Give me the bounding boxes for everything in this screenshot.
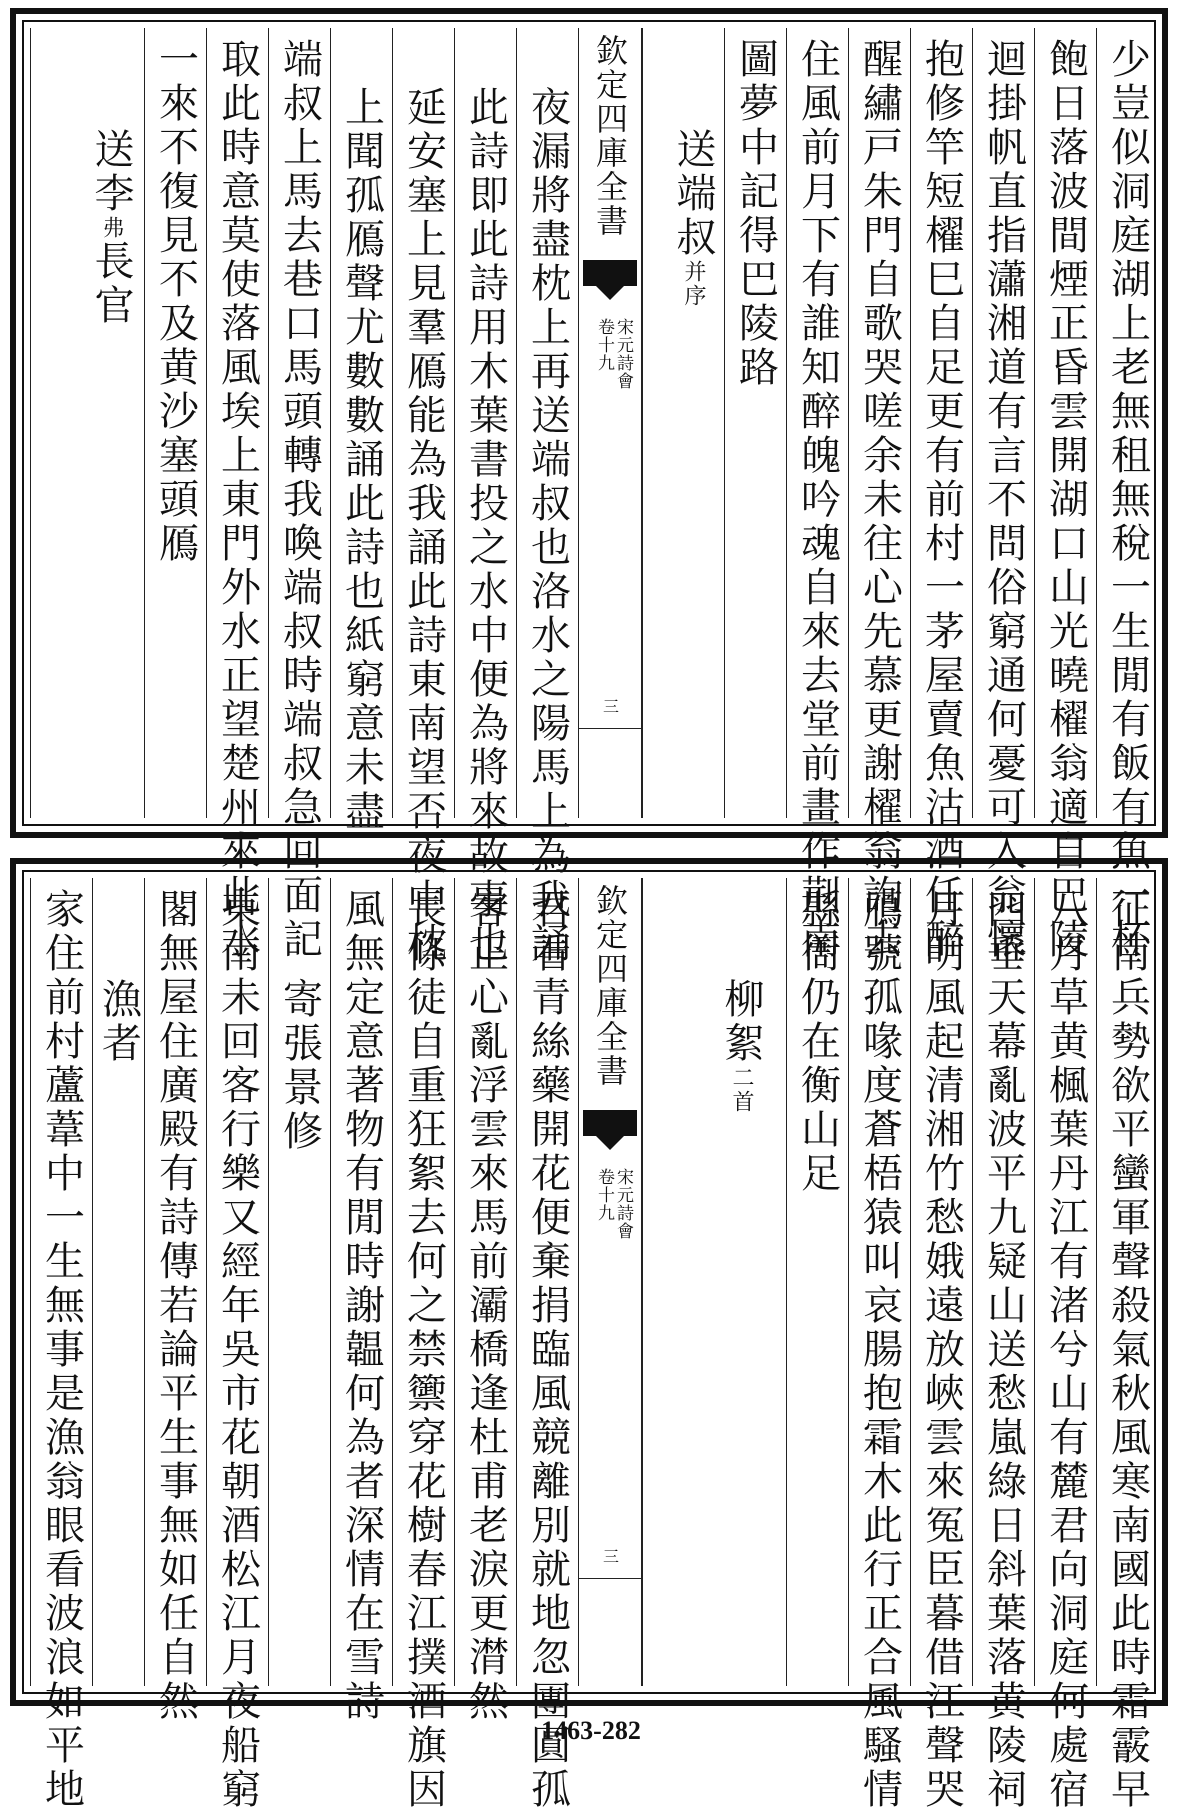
text-column bbox=[642, 28, 724, 818]
fold-title: 欽定四庫全書 bbox=[591, 884, 629, 1088]
text-column bbox=[144, 878, 206, 1724]
column-text: 抱修竿短櫂巳自足更有前村一茅屋賣魚沽酒任醉 bbox=[918, 38, 965, 962]
column-text: 家住前村蘆葦中一生無事是漁翁眼看波浪如平地 bbox=[38, 888, 85, 1812]
fold-collection: 宋元詩會 bbox=[613, 318, 633, 390]
text-column bbox=[330, 878, 392, 1724]
column-text: 漁者 bbox=[95, 978, 142, 1066]
text-column bbox=[516, 878, 578, 1812]
text-column bbox=[454, 878, 516, 1724]
column-text: 迴掛帆直指瀟湘道有言不問俗窮通何憂可入翁懷 bbox=[980, 38, 1027, 962]
text-column bbox=[786, 28, 848, 962]
title-note: 弗 bbox=[99, 216, 124, 240]
column-text: 縣衙仍在衡山足 bbox=[794, 888, 841, 1196]
text-column bbox=[972, 28, 1034, 962]
column-text: 少豈似洞庭湖上老無租無稅一生閒有飯有魚一杯 bbox=[1104, 38, 1151, 962]
text-column bbox=[1034, 28, 1096, 962]
center-fold bbox=[578, 878, 642, 1686]
column-text: 飽日落波間煙正昏雲開湖口山光曉櫂翁適自巴陵 bbox=[1042, 38, 1089, 962]
text-column bbox=[268, 28, 330, 962]
poem-title: 柳絮 bbox=[718, 978, 764, 1066]
column-text: 寄張景修 bbox=[276, 978, 323, 1154]
column-text: 風無定意著物有閒時謝韞何為者深情在雪詩 bbox=[338, 888, 385, 1724]
fold-volume: 卷十九 bbox=[594, 318, 614, 372]
text-column bbox=[392, 878, 454, 1812]
column-text: 住風前月下有誰知醉魄吟魂自來去堂前畫作荆南 bbox=[794, 38, 841, 962]
column-text: 此詩即此詩用木葉書投之水中便為將來故事也 bbox=[462, 86, 509, 966]
title-note: 并序 bbox=[681, 260, 706, 308]
column-text: 月明風起清湘竹愁娥遠放峽雲來冤臣暮借江聲哭 bbox=[918, 888, 965, 1812]
column-text: 鴈號孤喙度蒼梧猿叫哀腸抱霜木此行正合風騷情 bbox=[856, 888, 903, 1812]
column-text: 上聞孤鴈聲尤數數誦此詩也紙窮意未盡 bbox=[338, 86, 385, 834]
text-column bbox=[1096, 878, 1158, 1812]
column-text: 長條徒自重狂絮去何之禁籞穿花樹春江撲酒旗因 bbox=[400, 888, 447, 1812]
text-column bbox=[330, 28, 392, 834]
text-column bbox=[206, 878, 268, 1812]
fold-divider bbox=[579, 1578, 641, 1579]
column-text bbox=[88, 128, 134, 328]
text-column bbox=[92, 878, 144, 1686]
column-text: 取此時意莫使落風埃上東門外水正望楚州來此水 bbox=[214, 38, 261, 962]
fold-collection: 宋元詩會 bbox=[613, 1168, 633, 1240]
column-text: 客正心亂浮雲來馬前灞橋逢杜甫老淚更潸然 bbox=[462, 888, 509, 1724]
text-column bbox=[910, 878, 972, 1812]
text-column bbox=[724, 28, 786, 818]
text-column bbox=[910, 28, 972, 962]
poem-title: 送李 bbox=[88, 128, 134, 216]
column-text: 東南未回客行樂又經年吳市花朝酒松江月夜船窮 bbox=[214, 888, 261, 1812]
column-text: 延安塞上見羣鴈能為我誦此詩東南望否夜中枕 bbox=[400, 86, 447, 966]
fold-volume: 卷十九 bbox=[594, 1168, 614, 1222]
fold-title: 欽定四庫全書 bbox=[591, 34, 629, 238]
text-column bbox=[1096, 28, 1158, 962]
column-text: 閣無屋住廣殿有詩傳若論平生事無如任自然 bbox=[152, 888, 199, 1724]
column-text: 一來不復見不及黄沙塞頭鴈 bbox=[152, 38, 199, 566]
text-column bbox=[972, 878, 1034, 1812]
column-text: 八月草黄楓葉丹江有渚兮山有麓君向洞庭何處宿 bbox=[1042, 888, 1089, 1812]
fold-divider bbox=[579, 728, 641, 729]
column-text: 征南兵勢欲平蠻軍聲殺氣秋風寒南國此時霜霰早 bbox=[1104, 888, 1151, 1812]
column-text: 圖夢中記得巴陵路 bbox=[732, 38, 779, 390]
text-column bbox=[30, 878, 92, 1812]
text-column bbox=[786, 878, 848, 1686]
text-column bbox=[1034, 878, 1096, 1812]
column-text: 四垂天幕亂波平九疑山送愁嵐綠日斜葉落黄陵祠 bbox=[980, 888, 1027, 1812]
column-text bbox=[718, 978, 764, 1114]
text-column bbox=[268, 878, 330, 1686]
fold-fishtail-mark bbox=[583, 260, 637, 286]
text-column bbox=[206, 28, 268, 962]
column-text: 端叔上馬去巷口馬頭轉我喚端叔時端叔急回面記 bbox=[276, 38, 323, 962]
column-text: 君看青絲藥開花便棄捐臨風競離別就地忽團圓孤 bbox=[524, 888, 571, 1812]
title-note: 二首 bbox=[729, 1066, 754, 1114]
text-column bbox=[516, 28, 578, 966]
column-text bbox=[670, 128, 716, 308]
column-text: 醒繡戸朱門自歌哭嗟余未往心先慕更謝櫂翁詢去 bbox=[856, 38, 903, 962]
poem-title-tail: 長官 bbox=[88, 240, 134, 328]
text-column bbox=[642, 878, 786, 1686]
column-text: 夜漏將盡枕上再送端叔也洛水之陽馬上為我誦 bbox=[524, 86, 571, 966]
text-column bbox=[454, 28, 516, 966]
fold-page-number: 三 bbox=[600, 1548, 620, 1564]
poem-title: 送端叔 bbox=[670, 128, 716, 260]
text-column bbox=[848, 28, 910, 962]
text-column bbox=[848, 878, 910, 1812]
top-page bbox=[10, 8, 1168, 966]
text-column bbox=[392, 28, 454, 966]
fold-fishtail-mark bbox=[583, 1110, 637, 1136]
fold-page-number: 三 bbox=[600, 698, 620, 714]
center-fold bbox=[578, 28, 642, 818]
text-column bbox=[144, 28, 206, 818]
text-column bbox=[30, 28, 144, 818]
page-number: 1463-282 bbox=[541, 1716, 641, 1745]
